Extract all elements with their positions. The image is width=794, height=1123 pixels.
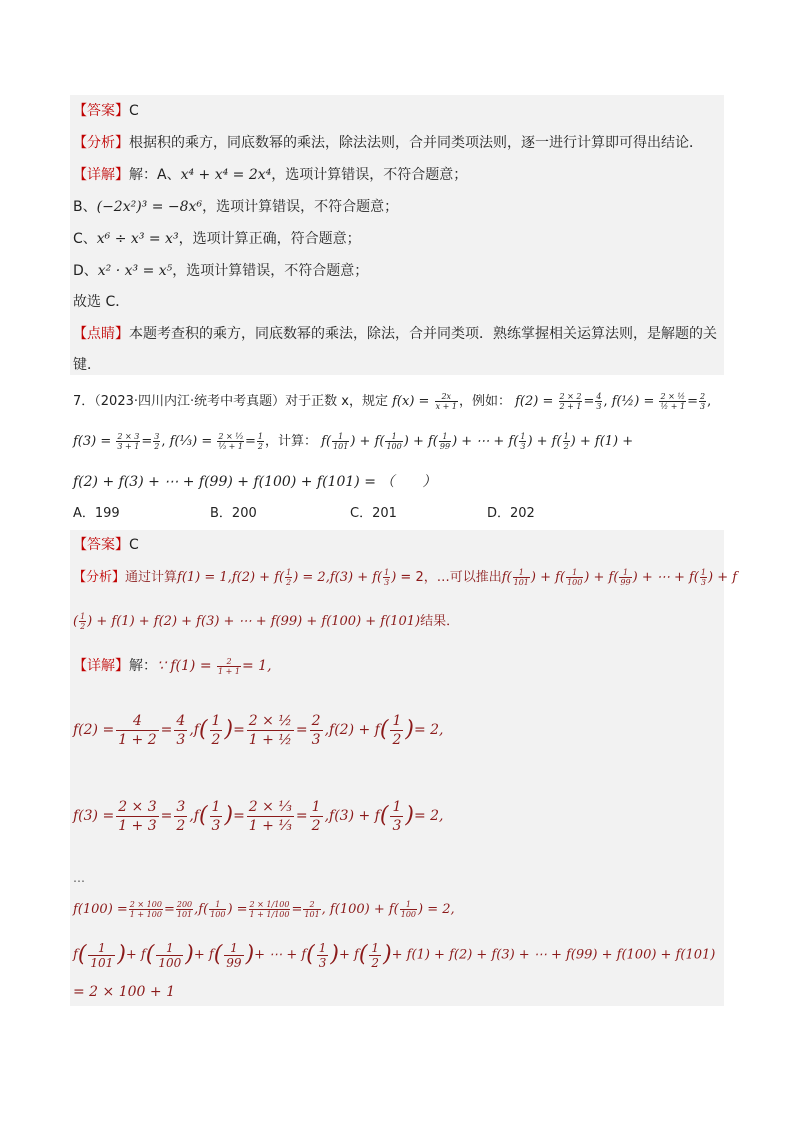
detail-intro: 解：A、 [129,167,181,183]
fraction: $\frac{200}{101}$ [176,900,193,919]
option-b-expression: (−2x²)³ = −8x⁶ [96,199,203,215]
answer-tag: 【答案】 [73,103,129,119]
fraction: $\frac{2 \times 2}{2 + 1}$ [559,392,582,411]
fraction: $\frac{1}{3}$ [211,798,221,834]
conclusion-line: 故选 C． [73,294,130,310]
option-b-text: ，选项计算错误，不符合题意； [202,199,399,215]
fraction: $\frac{1}{2}$ [392,712,402,748]
fraction: $\frac{1}{101}$ [513,568,529,587]
analysis-tag: 【分析】 [73,135,129,151]
fraction: $\frac{1}{100}$ [158,940,182,970]
detail-line-d [73,261,724,281]
comment-text: 本题考查积的乘方，同底数幂的乘法，除法，合并同类项．熟练掌握相关运算法则，是解题的关 [129,326,717,342]
option-b-label: B、 [73,199,97,215]
fraction: $\frac{4}{3}$ [176,712,186,748]
detail-2-line-1 [73,656,724,676]
fraction: $\frac{\text{2 × ⅓}}{\text{1 + ⅓}}$ [248,798,292,834]
fraction: $\frac{2}{1 + 1}$ [218,656,240,676]
definition-fraction: $\frac{2x}{x + 1}$ [435,392,457,411]
fraction: $\frac{1}{3}$ [384,568,390,587]
analysis-2-mid3: = 2，…可以推出 [400,570,502,585]
option-d: D．202 [487,506,535,521]
fraction: $\frac{1}{3}$ [520,432,526,451]
option-a-text: ，选项计算错误，不符合题意； [271,167,468,183]
option-c: C．201 [350,506,397,521]
fraction: $\frac{3}{2}$ [176,798,186,834]
option-c-expression: x⁶ ÷ x³ = x³ [96,231,179,247]
detail-line-c [73,229,724,249]
fraction: $\frac{\text{2 × ½}}{\text{1 + ½}}$ [248,712,292,748]
fraction: $\frac{4}{1 + 2}$ [118,712,157,748]
example-f-half: f(½) = [611,394,655,409]
function-definition: f(x) = [392,394,430,409]
fraction: $\frac{4}{3}$ [596,392,602,411]
fraction: $\frac{1}{2}$ [371,940,380,970]
analysis-2-sum: + f(1) + f(2) + f(3) + ⋯ + f(99) + f(100) + f(101) [96,614,421,629]
option-c-text: ，选项计算正确，符合题意； [178,231,361,247]
fraction: $\frac{2}{101}$ [304,900,320,919]
fraction: $\frac{2 \times 100}{1 + 100}$ [129,900,162,919]
fraction: $\frac{1}{2}$ [311,798,321,834]
option-b: B．200 [210,506,257,521]
option-a-expression: x⁴ + x⁴ = 2x⁴ [180,167,272,183]
answer-line-2 [73,535,724,555]
fraction: $\frac{\text{2 × ⅓}}{\text{⅓ + 1}}$ [218,432,244,451]
example-label: ，例如： [458,394,511,409]
detail-2-eq-one: = 1, [241,658,272,674]
answer-value: C [129,103,139,119]
analysis-line [73,133,724,153]
question-text-1: 对于正数 x，规定 [285,394,388,409]
detail-2-because: ∵ f(1) = [157,658,212,674]
ellipsis: … [73,871,85,885]
fraction: $\frac{1}{100}$ [210,900,226,919]
display-f2: f(2) = $\frac{4}{1 + 2}$ = $\frac{4}{3}$ ,f( $\frac{1}{2}$ )= $\frac{\text{2 × ½}}{\text{1 + ½}}$ = $\frac{2}{3}$ ,f(2) + f( $\frac{1}{2}$ )= 2, [73,712,444,748]
calc-label: ，计算： [265,434,318,449]
fraction: $\frac{1}{100}$ [567,568,583,587]
fraction: $\frac{2 \times 3}{3 + 1}$ [117,432,140,451]
answer-tag-2: 【答案】 [73,537,129,553]
detail-2-intro: 解： [129,658,157,674]
analysis-2-mid: f(1) = 1,f(2) + f [177,570,280,585]
comment-line-2: 键． [73,357,101,373]
fraction: $\frac{1}{2}$ [563,432,569,451]
answer-value-2: C [129,537,139,553]
fraction: $\frac{1}{99}$ [226,940,242,970]
analysis-text: 根据积的乘方，同底数幂的乘法，除法法则，合并同类项法则，逐一进行计算即可得出结论． [129,135,703,151]
option-d-text: ，选项计算错误，不符合题意； [172,263,369,279]
detail-tag: 【详解】 [73,167,129,183]
fraction: $\frac{1}{3}$ [318,940,327,970]
option-d-label: D、 [73,263,98,279]
question-7-line-3: f(2) + f(3) + ⋯ + f(99) + f(100) + f(101) = （ ） [73,474,437,490]
fraction: $\frac{1}{101}$ [333,432,349,451]
fraction: $\frac{1}{3}$ [700,568,706,587]
detail-tag-2: 【详解】 [73,658,129,674]
fraction: $\frac{3}{2}$ [154,432,160,451]
detail-line-b [73,197,724,217]
answer-line [73,101,724,121]
question-7-line-1: 7．（2023·四川内江·统考中考真题）对于正数 x，规定 f(x) = $\frac{2x}{x + 1}$ ，例如： f(2) = $\frac{2 \times 2}{2 + 1}$ = $\frac{4}{3}$ , f(½) = $\frac{\text{2 × ½}}{\text{½ + 1}}$ = $\frac{2}{3}$ , [73,392,712,411]
fraction: $\frac{2}{3}$ [700,392,706,411]
question-7-line-2: f(3) = $\frac{2 \times 3}{3 + 1}$ = $\frac{3}{2}$ , f(⅓) = $\frac{\text{2 × ⅓}}{\text{⅓ + 1}}$ = $\frac{1}{2}$ ，计算： f( $\frac{1}{101}$ ) + f( $\frac{1}{100}$ ) + f( $\frac{1}{99}$ ) + ⋯ + f( $\frac{1}{3}$ ) + f( $\frac{1}{2}$ ) + f(1) + [73,432,634,451]
display-f100: f(100) = $\frac{2 \times 100}{1 + 100}$ = $\frac{200}{101}$ ,f( $\frac{1}{100}$ ) = $\frac{2 \times 1/100}{1 + 1/100}$ = $\frac{2}{101}$ , f(100) + f( $\frac{1}{100}$ ) = 2, [73,900,455,919]
question-number: 7． [73,394,95,409]
fraction: $\frac{2 \times 3}{1 + 3}$ [118,798,157,834]
final-result: = 2 × 100 + 1 [73,984,175,1000]
display-full-sum: f( $\frac{1}{101}$ )+ f( $\frac{1}{100}$ )+ f( $\frac{1}{99}$ )+ ⋯ + f( $\frac{1}{3}$ )+ f( $\frac{1}{2}$ )+ f(1) + f(2) + f(3) + ⋯ + f(99) + f(100) + f(101) [73,940,716,970]
fraction: $\frac{1}{99}$ [439,432,451,451]
fraction: $\frac{1}{100}$ [400,900,417,919]
fraction: $\frac{1}{2}$ [80,612,86,631]
example-f2: f(2) = [515,394,554,409]
fraction: $\frac{1}{99}$ [620,568,631,587]
option-c-label: C、 [73,231,97,247]
fraction: $\frac{1}{2}$ [211,712,221,748]
detail-line-a [73,165,724,185]
fraction: $\frac{1}{101}$ [90,940,114,970]
question-source: （2023·四川内江·统考中考真题） [94,394,286,409]
analysis-2-mid2: = 2,f(3) + f [302,570,378,585]
option-a: A．199 [73,506,120,521]
analysis-2-line-1: 【分析】通过计算f(1) = 1,f(2) + f( $\frac{1}{2}$ ) = 2,f(3) + f( $\frac{1}{3}$ ) = 2，…可以推出f( $\frac{1}{101}$ ) + f( $\frac{1}{100}$ ) + f( $\frac{1}{99}$ ) + ⋯ + f( $\frac{1}{3}$ ) + f [73,568,738,587]
fraction: $\frac{\text{2 × ½}}{\text{½ + 1}}$ [660,392,686,411]
analysis-2-result: 结果． [420,614,460,629]
comment-tag: 【点睛】 [73,326,129,342]
fraction: $\frac{2}{3}$ [311,712,321,748]
fraction: $\frac{1}{2}$ [286,568,292,587]
fraction: $\frac{1}{100}$ [386,432,402,451]
fraction: $\frac{1}{3}$ [392,798,402,834]
option-d-expression: x² · x³ = x⁵ [97,263,173,279]
analysis-2-pre: 通过计算 [125,570,178,585]
comment-line-1 [73,324,724,344]
fraction: $\frac{2 \times 1/100}{1 + 1/100}$ [249,900,290,919]
analysis-tag-2: 【分析】 [73,570,126,585]
display-f3: f(3) = $\frac{2 \times 3}{1 + 3}$ = $\frac{3}{2}$ ,f( $\frac{1}{3}$ )= $\frac{\text{2 × ⅓}}{\text{1 + ⅓}}$ = $\frac{1}{2}$ ,f(3) + f( $\frac{1}{3}$ )= 2, [73,798,444,834]
analysis-2-line-2: ( $\frac{1}{2}$ ) + f(1) + f(2) + f(3) + ⋯ + f(99) + f(100) + f(101)结果． [73,612,460,631]
fraction: $\frac{1}{2}$ [257,432,264,451]
